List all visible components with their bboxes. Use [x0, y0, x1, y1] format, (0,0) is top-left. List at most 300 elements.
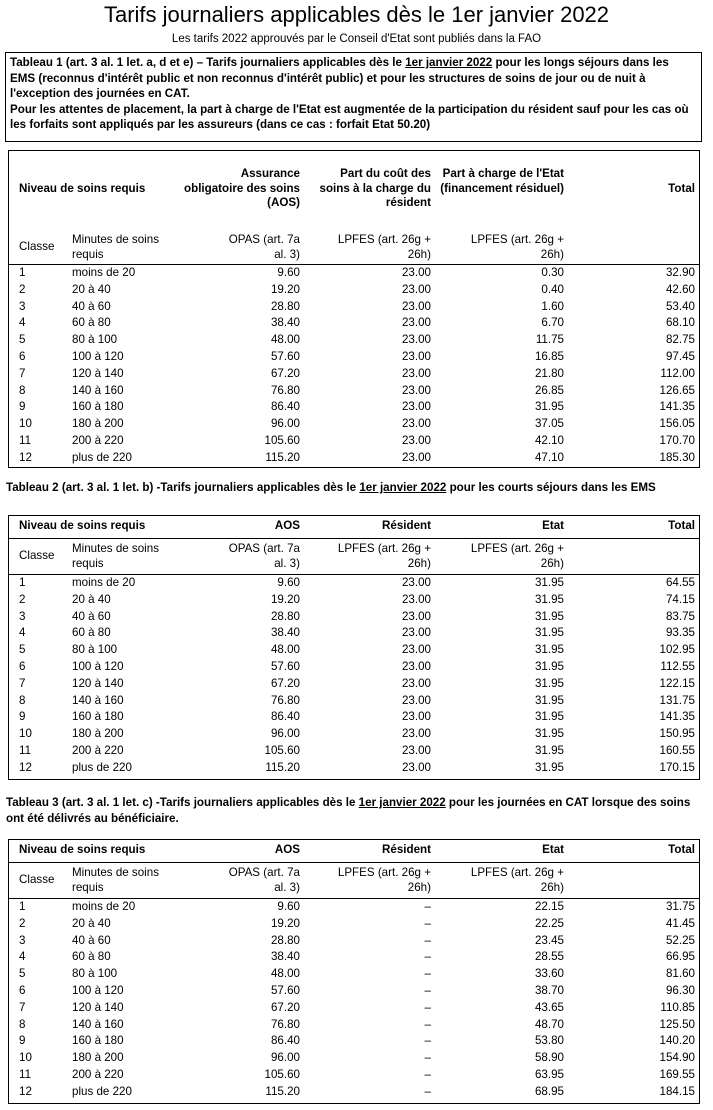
cell-classe: 9 — [19, 400, 26, 414]
cell-classe: 4 — [19, 950, 26, 964]
cell-minutes: 80 à 100 — [72, 967, 118, 981]
cell-minutes: 20 à 40 — [72, 592, 111, 606]
cell-minutes: 120 à 140 — [72, 366, 124, 380]
cell-minutes: 80 à 100 — [72, 333, 118, 347]
table-row — [9, 265, 699, 281]
table3-header-etat: Etat — [542, 843, 564, 856]
cell-etat: 37.05 — [534, 417, 564, 431]
cell-etat: 31.95 — [534, 576, 564, 589]
table2-sub-etat: LPFES (art. 26g + 26h) — [470, 542, 564, 570]
cell-classe: 7 — [19, 1000, 26, 1014]
cell-total: 74.15 — [665, 592, 695, 606]
cell-minutes: 180 à 200 — [72, 1051, 124, 1065]
cell-resident: 23.00 — [401, 366, 431, 380]
table1-sub-classe: Classe — [19, 240, 55, 253]
cell-total: 126.65 — [659, 383, 695, 397]
cell-minutes: plus de 220 — [72, 1084, 132, 1098]
cell-aos: 67.20 — [270, 366, 300, 380]
cell-classe: 5 — [19, 643, 26, 657]
cell-classe: 2 — [19, 282, 26, 296]
cell-aos: 38.40 — [270, 316, 300, 330]
table3-header — [9, 843, 699, 859]
cell-etat: 31.95 — [534, 710, 564, 724]
cell-etat: 31.95 — [534, 727, 564, 741]
table-row — [9, 332, 699, 348]
table-row — [9, 1050, 699, 1066]
cell-etat: 0.40 — [541, 282, 564, 296]
cell-minutes: 200 à 220 — [72, 434, 124, 447]
cell-minutes: 100 à 120 — [72, 660, 124, 673]
cell-classe: 7 — [19, 676, 26, 690]
table2-subheader — [9, 542, 699, 574]
cell-resident: – — [424, 1051, 431, 1065]
cell-total: 170.70 — [659, 434, 695, 447]
cell-minutes: 160 à 180 — [72, 710, 124, 724]
cell-resident: – — [424, 916, 431, 930]
table1-sub-minutes: Minutes de soins requis — [72, 233, 159, 261]
table2-sub-classe: Classe — [19, 549, 55, 562]
table3-caption-date: 1er janvier 2022 — [358, 796, 446, 809]
cell-aos: 19.20 — [270, 916, 300, 930]
cell-aos: 57.60 — [270, 984, 300, 997]
cell-aos: 76.80 — [270, 1017, 300, 1031]
table-row — [9, 282, 699, 298]
table3-sub-minutes: Minutes de soins requis — [72, 866, 159, 894]
cell-minutes: 40 à 60 — [72, 609, 111, 623]
cell-total: 140.20 — [659, 1034, 695, 1048]
table-row — [9, 399, 699, 415]
cell-aos: 115.20 — [265, 1084, 300, 1098]
cell-aos: 28.80 — [270, 299, 300, 313]
cell-classe: 9 — [19, 710, 26, 724]
cell-minutes: moins de 20 — [72, 266, 136, 279]
cell-aos: 76.80 — [270, 693, 300, 707]
cell-total: 52.25 — [665, 933, 695, 947]
cell-resident: 23.00 — [401, 626, 431, 640]
cell-etat: 21.80 — [534, 366, 564, 380]
cell-resident: 23.00 — [401, 350, 431, 363]
cell-minutes: 180 à 200 — [72, 417, 124, 431]
cell-aos: 67.20 — [270, 1000, 300, 1014]
cell-total: 141.35 — [659, 710, 695, 724]
cell-etat: 6.70 — [541, 316, 564, 330]
cell-classe: 2 — [19, 916, 26, 930]
cell-total: 97.45 — [665, 350, 695, 363]
cell-resident: 23.00 — [401, 576, 431, 589]
table2-header-resident: Résident — [382, 519, 431, 532]
table3-caption — [6, 795, 706, 826]
cell-minutes: 80 à 100 — [72, 643, 118, 657]
cell-resident: 23.00 — [401, 609, 431, 623]
cell-resident: 23.00 — [401, 282, 431, 296]
cell-aos: 105.60 — [264, 744, 300, 757]
table1-sub-resident: LPFES (art. 26g + 26h) — [337, 233, 431, 261]
cell-classe: 8 — [19, 693, 26, 707]
cell-minutes: 20 à 40 — [72, 282, 111, 296]
cell-total: 31.75 — [665, 900, 695, 913]
cell-etat: 31.95 — [534, 592, 564, 606]
cell-classe: 11 — [19, 744, 32, 757]
cell-resident: – — [424, 1084, 431, 1098]
cell-total: 66.95 — [665, 950, 695, 964]
cell-etat: 31.95 — [534, 626, 564, 640]
cell-etat: 31.95 — [534, 400, 564, 414]
table-row — [9, 743, 699, 759]
cell-etat: 26.85 — [534, 383, 564, 397]
cell-classe: 5 — [19, 967, 26, 981]
table1-header-etat: Part à charge de l'Etat (financement résiduel) — [440, 167, 564, 195]
table3-sub-aos: OPAS (art. 7a al. 3) — [228, 866, 300, 894]
cell-resident: 23.00 — [401, 450, 431, 464]
cell-aos: 48.00 — [270, 967, 300, 981]
cell-aos: 19.20 — [270, 282, 300, 296]
cell-etat: 31.95 — [534, 760, 564, 774]
cell-total: 32.90 — [665, 266, 695, 279]
table1-header-niveau: Niveau de soins requis — [19, 182, 146, 195]
cell-resident: – — [424, 900, 431, 913]
cell-classe: 3 — [19, 933, 26, 947]
cell-total: 82.75 — [665, 333, 695, 347]
cell-classe: 12 — [19, 450, 32, 464]
cell-classe: 7 — [19, 366, 26, 380]
table3-header-niveau: Niveau de soins requis — [19, 843, 146, 856]
table2-header-aos: AOS — [274, 519, 300, 532]
cell-resident: 23.00 — [401, 710, 431, 724]
cell-total: 53.40 — [665, 299, 695, 313]
cell-etat: 31.95 — [534, 660, 564, 673]
table-row — [9, 416, 699, 432]
table3-caption-post: pour les journées en CAT lorsque des soins ont été délivrés au bénéficiaire. — [6, 796, 691, 825]
cell-etat: 43.65 — [534, 1000, 564, 1014]
table-row — [9, 949, 699, 965]
cell-aos: 105.60 — [264, 1068, 300, 1081]
cell-aos: 115.20 — [265, 450, 300, 464]
table-row — [9, 433, 699, 449]
cell-minutes: 40 à 60 — [72, 933, 111, 947]
cell-total: 141.35 — [659, 400, 695, 414]
table-row — [9, 709, 699, 725]
cell-aos: 28.80 — [270, 933, 300, 947]
cell-etat: 47.10 — [534, 450, 564, 464]
table3-subheader — [9, 866, 699, 898]
table-row — [9, 966, 699, 982]
cell-resident: 23.00 — [401, 316, 431, 330]
cell-total: 68.10 — [665, 316, 695, 330]
cell-classe: 8 — [19, 383, 26, 397]
table1-intro-line1 — [10, 55, 697, 102]
cell-minutes: 140 à 160 — [72, 693, 124, 707]
cell-total: 160.55 — [659, 744, 695, 757]
cell-classe: 4 — [19, 626, 26, 640]
table2-caption-date: 1er janvier 2022 — [359, 481, 447, 494]
cell-resident: 23.00 — [401, 383, 431, 397]
cell-total: 185.30 — [659, 450, 695, 464]
table2-header-separator — [9, 538, 699, 539]
cell-resident: 23.00 — [401, 592, 431, 606]
cell-aos: 96.00 — [270, 417, 300, 431]
cell-classe: 6 — [19, 350, 26, 363]
table-row — [9, 315, 699, 331]
cell-resident: 23.00 — [401, 643, 431, 657]
cell-etat: 42.10 — [534, 434, 564, 447]
table1-sub-aos: OPAS (art. 7a al. 3) — [228, 233, 300, 261]
cell-etat: 38.70 — [534, 984, 564, 997]
table-row — [9, 642, 699, 658]
table-row — [9, 1000, 699, 1016]
cell-aos: 9.60 — [277, 900, 300, 913]
cell-aos: 57.60 — [270, 350, 300, 363]
cell-aos: 9.60 — [277, 266, 300, 279]
cell-aos: 48.00 — [270, 643, 300, 657]
table2-caption-post: pour les courts séjours dans les EMS — [446, 481, 656, 494]
cell-aos: 115.20 — [265, 760, 300, 774]
table-row — [9, 899, 699, 915]
cell-resident: – — [424, 1000, 431, 1014]
cell-resident: – — [424, 984, 431, 997]
cell-etat: 28.55 — [534, 950, 564, 964]
table3-sub-classe: Classe — [19, 873, 55, 886]
cell-total: 83.75 — [665, 609, 695, 623]
table1-intro-box — [5, 52, 702, 142]
cell-minutes: 40 à 60 — [72, 299, 111, 313]
cell-classe: 11 — [19, 1068, 32, 1081]
cell-minutes: 180 à 200 — [72, 727, 124, 741]
cell-minutes: 60 à 80 — [72, 950, 111, 964]
cell-aos: 76.80 — [270, 383, 300, 397]
cell-total: 154.90 — [659, 1051, 695, 1065]
cell-resident: 23.00 — [401, 299, 431, 313]
table-row — [9, 592, 699, 608]
cell-aos: 9.60 — [277, 576, 300, 589]
cell-classe: 2 — [19, 592, 26, 606]
cell-aos: 105.60 — [264, 434, 300, 447]
cell-etat: 58.90 — [534, 1051, 564, 1065]
cell-minutes: plus de 220 — [72, 450, 132, 464]
cell-classe: 1 — [19, 266, 26, 279]
cell-total: 93.35 — [665, 626, 695, 640]
cell-total: 170.15 — [659, 760, 695, 774]
cell-etat: 31.95 — [534, 676, 564, 690]
cell-classe: 9 — [19, 1034, 26, 1048]
cell-minutes: 100 à 120 — [72, 984, 124, 997]
cell-resident: – — [424, 933, 431, 947]
cell-etat: 16.85 — [534, 350, 564, 363]
table-row — [9, 1084, 699, 1100]
cell-resident: 23.00 — [401, 400, 431, 414]
cell-minutes: 200 à 220 — [72, 1068, 124, 1081]
table-row — [9, 450, 699, 466]
cell-aos: 28.80 — [270, 609, 300, 623]
table-row — [9, 726, 699, 742]
cell-etat: 22.15 — [534, 900, 564, 913]
table1-intro-line2: Pour les attentes de placement, la part à charge de l'Etat est augmentée de la participation du résident sauf pour les cas où les forfaits sont appliqués par les assureurs (dans ce cas : forfait Etat 50.20) — [10, 102, 689, 132]
cell-aos: 86.40 — [270, 1034, 300, 1048]
cell-resident: 23.00 — [401, 333, 431, 347]
table-row — [9, 1033, 699, 1049]
cell-total: 150.95 — [659, 727, 695, 741]
table1-intro-post: pour les longs séjours dans les EMS (reconnus d'intérêt public et non reconnus d'intérêt public) et pour les structures de soins de jour ou de nuit à l'exception des journées en CAT. — [10, 56, 669, 101]
cell-etat: 48.70 — [534, 1017, 564, 1031]
table3-header-aos: AOS — [274, 843, 300, 856]
cell-etat: 68.95 — [534, 1084, 564, 1098]
cell-classe: 10 — [19, 1051, 32, 1065]
table3-header-resident: Résident — [382, 843, 431, 856]
table-row — [9, 625, 699, 641]
cell-aos: 86.40 — [270, 400, 300, 414]
cell-classe: 4 — [19, 316, 26, 330]
cell-aos: 38.40 — [270, 950, 300, 964]
cell-etat: 23.45 — [534, 933, 564, 947]
table-row — [9, 1017, 699, 1033]
table1-header-resident: Part du coût des soins à la charge du résident — [319, 167, 431, 210]
cell-minutes: 20 à 40 — [72, 916, 111, 930]
cell-etat: 31.95 — [534, 643, 564, 657]
cell-total: 42.60 — [665, 282, 695, 296]
cell-minutes: 60 à 80 — [72, 316, 111, 330]
table1-header-aos: Assurance obligatoire des soins (AOS) — [184, 167, 300, 210]
cell-etat: 31.95 — [534, 609, 564, 623]
cell-classe: 1 — [19, 900, 26, 913]
cell-resident: 23.00 — [401, 676, 431, 690]
table1-sub-etat: LPFES (art. 26g + 26h) — [470, 233, 564, 261]
cell-etat: 33.60 — [534, 967, 564, 981]
cell-classe: 12 — [19, 760, 32, 774]
cell-total: 102.95 — [659, 643, 695, 657]
cell-total: 96.30 — [665, 984, 695, 997]
table-1 — [8, 150, 700, 468]
table1-subheader — [9, 233, 699, 265]
cell-total: 112.00 — [660, 366, 695, 380]
table-2 — [8, 515, 700, 780]
cell-resident: – — [424, 1017, 431, 1031]
table-row — [9, 383, 699, 399]
cell-resident: 23.00 — [401, 266, 431, 279]
table3-caption-pre: Tableau 3 (art. 3 al. 1 let. c) -Tarifs journaliers applicables dès le — [6, 796, 359, 809]
cell-classe: 3 — [19, 609, 26, 623]
cell-aos: 86.40 — [270, 710, 300, 724]
cell-etat: 0.30 — [541, 266, 564, 279]
cell-classe: 10 — [19, 727, 32, 741]
cell-minutes: 200 à 220 — [72, 744, 124, 757]
table2-caption-pre: Tableau 2 (art. 3 al. 1 let. b) -Tarifs journaliers applicables dès le — [6, 481, 360, 494]
cell-minutes: 120 à 140 — [72, 676, 124, 690]
table2-sub-minutes: Minutes de soins requis — [72, 542, 159, 570]
table-row — [9, 349, 699, 365]
table-row — [9, 299, 699, 315]
table3-header-separator — [9, 862, 699, 863]
cell-resident: – — [424, 1068, 431, 1081]
cell-etat: 11.75 — [535, 333, 564, 347]
cell-resident: 23.00 — [401, 744, 431, 757]
cell-minutes: plus de 220 — [72, 760, 132, 774]
cell-resident: 23.00 — [401, 760, 431, 774]
cell-total: 112.55 — [660, 660, 695, 673]
cell-classe: 11 — [19, 434, 32, 447]
table2-caption — [6, 480, 706, 496]
cell-etat: 1.60 — [541, 299, 564, 313]
cell-total: 156.05 — [659, 417, 695, 431]
cell-minutes: 60 à 80 — [72, 626, 111, 640]
cell-classe: 12 — [19, 1084, 32, 1098]
table-row — [9, 659, 699, 675]
cell-classe: 1 — [19, 576, 26, 589]
cell-minutes: 120 à 140 — [72, 1000, 124, 1014]
cell-aos: 57.60 — [270, 660, 300, 673]
cell-classe: 5 — [19, 333, 26, 347]
page-subtitle: Les tarifs 2022 approuvés par le Conseil d'Etat sont publiés dans la FAO — [171, 33, 542, 45]
cell-resident: 23.00 — [401, 727, 431, 741]
table1-intro-pre: Tableau 1 (art. 3 al. 1 let. a, d et e) – Tarifs journaliers applicables dès le — [10, 56, 406, 69]
cell-aos: 96.00 — [270, 727, 300, 741]
cell-minutes: moins de 20 — [72, 576, 136, 589]
table-3 — [8, 839, 700, 1104]
table-row — [9, 676, 699, 692]
table2-header-etat: Etat — [542, 519, 564, 532]
cell-resident: 23.00 — [401, 417, 431, 431]
cell-minutes: moins de 20 — [72, 900, 136, 913]
cell-minutes: 160 à 180 — [72, 400, 124, 414]
cell-minutes: 160 à 180 — [72, 1034, 124, 1048]
table3-header-total: Total — [668, 843, 695, 856]
cell-total: 81.60 — [665, 967, 695, 981]
table2-sub-resident: LPFES (art. 26g + 26h) — [337, 542, 431, 570]
cell-aos: 48.00 — [270, 333, 300, 347]
cell-etat: 63.95 — [534, 1068, 564, 1081]
cell-total: 131.75 — [659, 693, 695, 707]
cell-classe: 3 — [19, 299, 26, 313]
table-row — [9, 693, 699, 709]
cell-aos: 38.40 — [270, 626, 300, 640]
table1-header-total: Total — [668, 182, 695, 195]
cell-minutes: 100 à 120 — [72, 350, 124, 363]
cell-aos: 19.20 — [270, 592, 300, 606]
cell-resident: 23.00 — [401, 434, 431, 447]
table1-intro-date: 1er janvier 2022 — [405, 56, 493, 69]
cell-aos: 67.20 — [270, 676, 300, 690]
cell-classe: 8 — [19, 1017, 26, 1031]
cell-classe: 6 — [19, 660, 26, 673]
cell-etat: 53.80 — [534, 1034, 564, 1048]
cell-total: 110.85 — [660, 1000, 695, 1014]
table-row — [9, 916, 699, 932]
table-row — [9, 983, 699, 999]
cell-total: 41.45 — [665, 916, 695, 930]
table3-sub-resident: LPFES (art. 26g + 26h) — [337, 866, 431, 894]
cell-total: 169.55 — [659, 1068, 695, 1081]
cell-aos: 96.00 — [270, 1051, 300, 1065]
table-row — [9, 1067, 699, 1083]
cell-total: 125.50 — [659, 1017, 695, 1031]
cell-minutes: 140 à 160 — [72, 383, 124, 397]
table2-header-niveau: Niveau de soins requis — [19, 519, 146, 532]
cell-minutes: 140 à 160 — [72, 1017, 124, 1031]
cell-etat: 31.95 — [534, 744, 564, 757]
table3-sub-etat: LPFES (art. 26g + 26h) — [470, 866, 564, 894]
cell-etat: 31.95 — [534, 693, 564, 707]
cell-resident: – — [424, 967, 431, 981]
cell-total: 184.15 — [659, 1084, 695, 1098]
cell-classe: 6 — [19, 984, 26, 997]
page-title: Tarifs journaliers applicables dès le 1er janvier 2022 — [103, 2, 610, 27]
table-row — [9, 760, 699, 776]
table-row — [9, 933, 699, 949]
table-row — [9, 366, 699, 382]
table2-header — [9, 519, 699, 535]
cell-total: 122.15 — [659, 676, 695, 690]
cell-resident: 23.00 — [401, 693, 431, 707]
table2-sub-aos: OPAS (art. 7a al. 3) — [228, 542, 300, 570]
cell-total: 64.55 — [665, 576, 695, 589]
